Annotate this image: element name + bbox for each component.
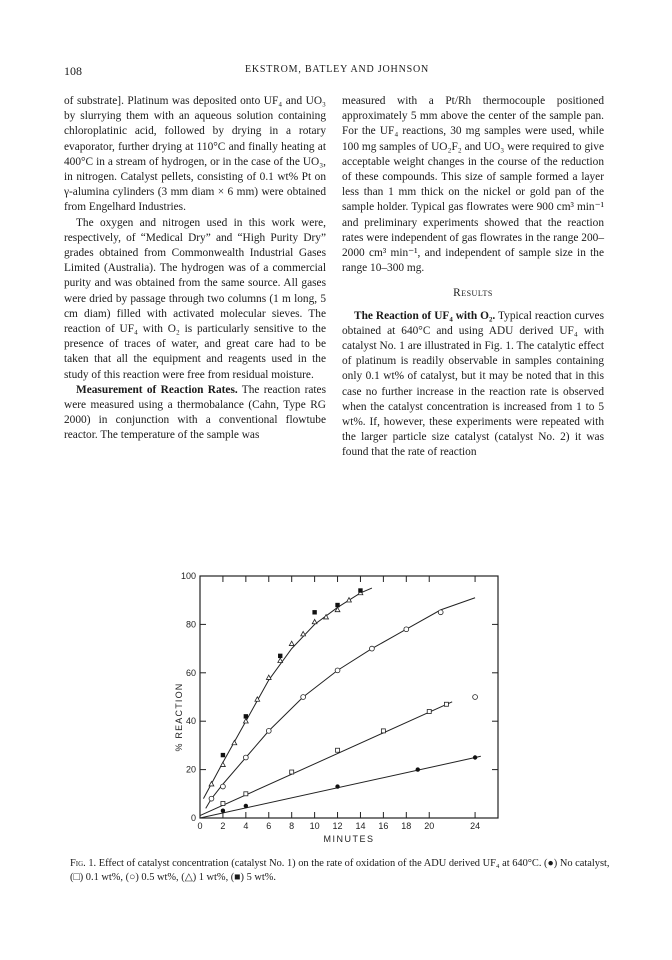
- data-point-0-1-wt: [221, 801, 225, 805]
- series-line-1-wt: [203, 588, 371, 799]
- data-point-5-wt: [358, 588, 362, 592]
- data-point-0-5-wt: [473, 695, 478, 700]
- right-paragraph-2: [342, 309, 604, 461]
- data-point-no-catalyst: [244, 804, 248, 808]
- data-point-1-wt: [312, 619, 317, 623]
- y-tick-label: 100: [180, 571, 196, 581]
- y-tick-label: 80: [185, 619, 196, 630]
- data-point-1-wt: [232, 740, 237, 744]
- page-header: [64, 64, 610, 82]
- caption-label: Fig. 1.: [70, 858, 97, 869]
- data-point-5-wt: [335, 603, 339, 607]
- data-point-1-wt: [289, 641, 294, 645]
- y-tick-label: 0: [190, 813, 196, 823]
- runin-heading-measurement: Measurement of Reaction Rates.: [76, 383, 238, 396]
- left-paragraph-3-body: The reaction rates were measured using a thermobalance (Cahn, Type RG 2000) in conjunction with a conventional flowtube reactor. The temperature of the sample was: [64, 383, 326, 442]
- data-point-0-5-wt: [209, 796, 214, 801]
- y-tick-label: 60: [185, 667, 196, 678]
- data-point-0-5-wt: [404, 627, 409, 632]
- data-point-1-wt: [335, 607, 340, 611]
- x-tick-label: 14: [355, 821, 366, 831]
- x-tick-label: 6: [266, 821, 272, 831]
- data-point-1-wt: [243, 719, 248, 723]
- figure-1: [150, 566, 530, 848]
- data-point-0-1-wt: [381, 729, 385, 733]
- left-paragraph-1: of substrate]. Platinum was deposited onto UF₄ and UO₃ by slurrying them with an aqueous solution containing chloroplatinic acid, followed by drying in a rotary evaporator, further drying at 110°C and finally heating at 400°C in a stream of hydrogen, or in the case of the UO₃, in nitrogen. Catalyst pellets, consisting of 0.1 wt% Pt on γ-alumina cylinders (3 mm diam × 6 mm) were obtained from Engelhard Industries.: [64, 95, 326, 214]
- data-point-5-wt: [244, 714, 248, 718]
- data-point-no-catalyst: [221, 809, 225, 813]
- page-number: 108: [64, 64, 82, 78]
- data-point-0-5-wt: [221, 784, 226, 789]
- data-point-1-wt: [278, 658, 283, 662]
- data-point-no-catalyst: [416, 767, 420, 771]
- y-tick-label: 20: [185, 764, 196, 775]
- data-point-0-1-wt: [444, 702, 448, 706]
- data-point-1-wt: [301, 631, 306, 635]
- data-point-5-wt: [221, 753, 225, 757]
- x-tick-label: 8: [289, 821, 295, 831]
- section-heading-results: Results: [453, 287, 493, 300]
- series-line-0-1-wt: [200, 702, 452, 816]
- data-point-5-wt: [312, 610, 316, 614]
- x-tick-label: 16: [378, 821, 389, 831]
- data-point-0-5-wt: [266, 728, 271, 733]
- left-paragraph-2: The oxygen and nitrogen used in this work were, respectively, of “Medical Dry” and “High Purity Dry” grades obtained from Commonwealth Industrial Gases Limited (Australia). The hydrogen was of a commercial purity and was obtained from the same source. All gases were dried by passage through two columns (1 m long, 5 cm diam) filled with activated molecular sieves. The reaction of UF₄ with O₂ is particularly sensitive to the presence of traces of water, and great care had to be taken that all the equipment and reagents used in the study of this reaction were free from residual moisture.: [64, 216, 326, 381]
- data-point-0-5-wt: [301, 695, 306, 700]
- data-point-0-1-wt: [290, 770, 294, 774]
- x-axis-label: MINUTES: [323, 834, 375, 844]
- data-point-no-catalyst: [335, 784, 339, 788]
- plot-frame: [200, 576, 498, 818]
- data-point-1-wt: [221, 762, 226, 766]
- caption-text: Effect of catalyst concentration (catalyst No. 1) on the rate of oxidation of the ADU derived UF₄ at 640°C. (●) No catalyst, (□) 0.1 wt%, (○) 0.5 wt%, (△) 1 wt%, (■) 5 wt%.: [70, 858, 610, 883]
- right-column: [342, 94, 604, 461]
- data-point-no-catalyst: [473, 755, 477, 759]
- x-tick-label: 12: [332, 821, 343, 831]
- right-paragraph-2-body: Typical reaction curves obtained at 640°C and using ADU derived UF₄ with catalyst No. 1 are illustrated in Fig. 1. The catalytic effect of platinum is readily observable in samples containing only 0.1 wt% of catalyst, but it may be noted that in this case no further increase in the reaction rate is observed when the catalyst concentration is increased from 1 to 5 wt%. If, however, these experiments were repeated with the larger particle size catalyst (catalyst No. 2) it was found that the rate of reaction: [342, 309, 604, 459]
- x-tick-label: 18: [401, 821, 412, 831]
- figure-caption: [70, 857, 610, 885]
- series-line-no-catalyst: [200, 756, 481, 818]
- left-paragraph-3: [64, 383, 326, 444]
- y-axis-label: % REACTION: [174, 682, 184, 752]
- runin-heading-reaction: The Reaction of UF₄ with O₂.: [354, 309, 496, 322]
- data-point-1-wt: [209, 782, 214, 786]
- data-point-0-1-wt: [244, 792, 248, 796]
- data-point-0-1-wt: [336, 748, 340, 752]
- data-point-0-5-wt: [243, 755, 248, 760]
- x-tick-label: 2: [220, 821, 226, 831]
- x-tick-label: 20: [424, 821, 435, 831]
- x-tick-label: 24: [470, 821, 481, 831]
- x-tick-label: 10: [309, 821, 320, 831]
- x-tick-label: 4: [243, 821, 249, 831]
- y-tick-label: 40: [185, 716, 196, 727]
- data-point-0-5-wt: [335, 668, 340, 673]
- running-head: EKSTROM, BATLEY AND JOHNSON: [244, 64, 430, 75]
- data-point-0-5-wt: [370, 646, 375, 651]
- data-point-0-1-wt: [427, 710, 431, 714]
- series-line-0-5-wt: [206, 598, 475, 809]
- reaction-chart: [150, 566, 530, 848]
- x-tick-label: 0: [197, 821, 203, 831]
- data-point-1-wt: [347, 598, 352, 602]
- right-paragraph-1: measured with a Pt/Rh thermocouple positioned approximately 5 mm above the center of the sample pan. For the UF₄ reactions, 30 mg samples were used, while 100 mg samples of UO₂F₂ and UO₃ were required to give acceptable weight changes in the course of the reduction of these compounds. This size of sample formed a layer less than 1 mm thick on the nickel or gold pan of the sample holder. Typical gas flowrates were 900 cm³ min⁻¹ and preliminary experiments showed that the reaction rates were independent of gas flowrates in the range 200–2000 cm³ min⁻¹, and independent of sample size in the range 10–300 mg.: [342, 95, 604, 275]
- data-point-0-5-wt: [438, 610, 443, 615]
- left-column: [64, 94, 326, 444]
- data-point-5-wt: [278, 654, 282, 658]
